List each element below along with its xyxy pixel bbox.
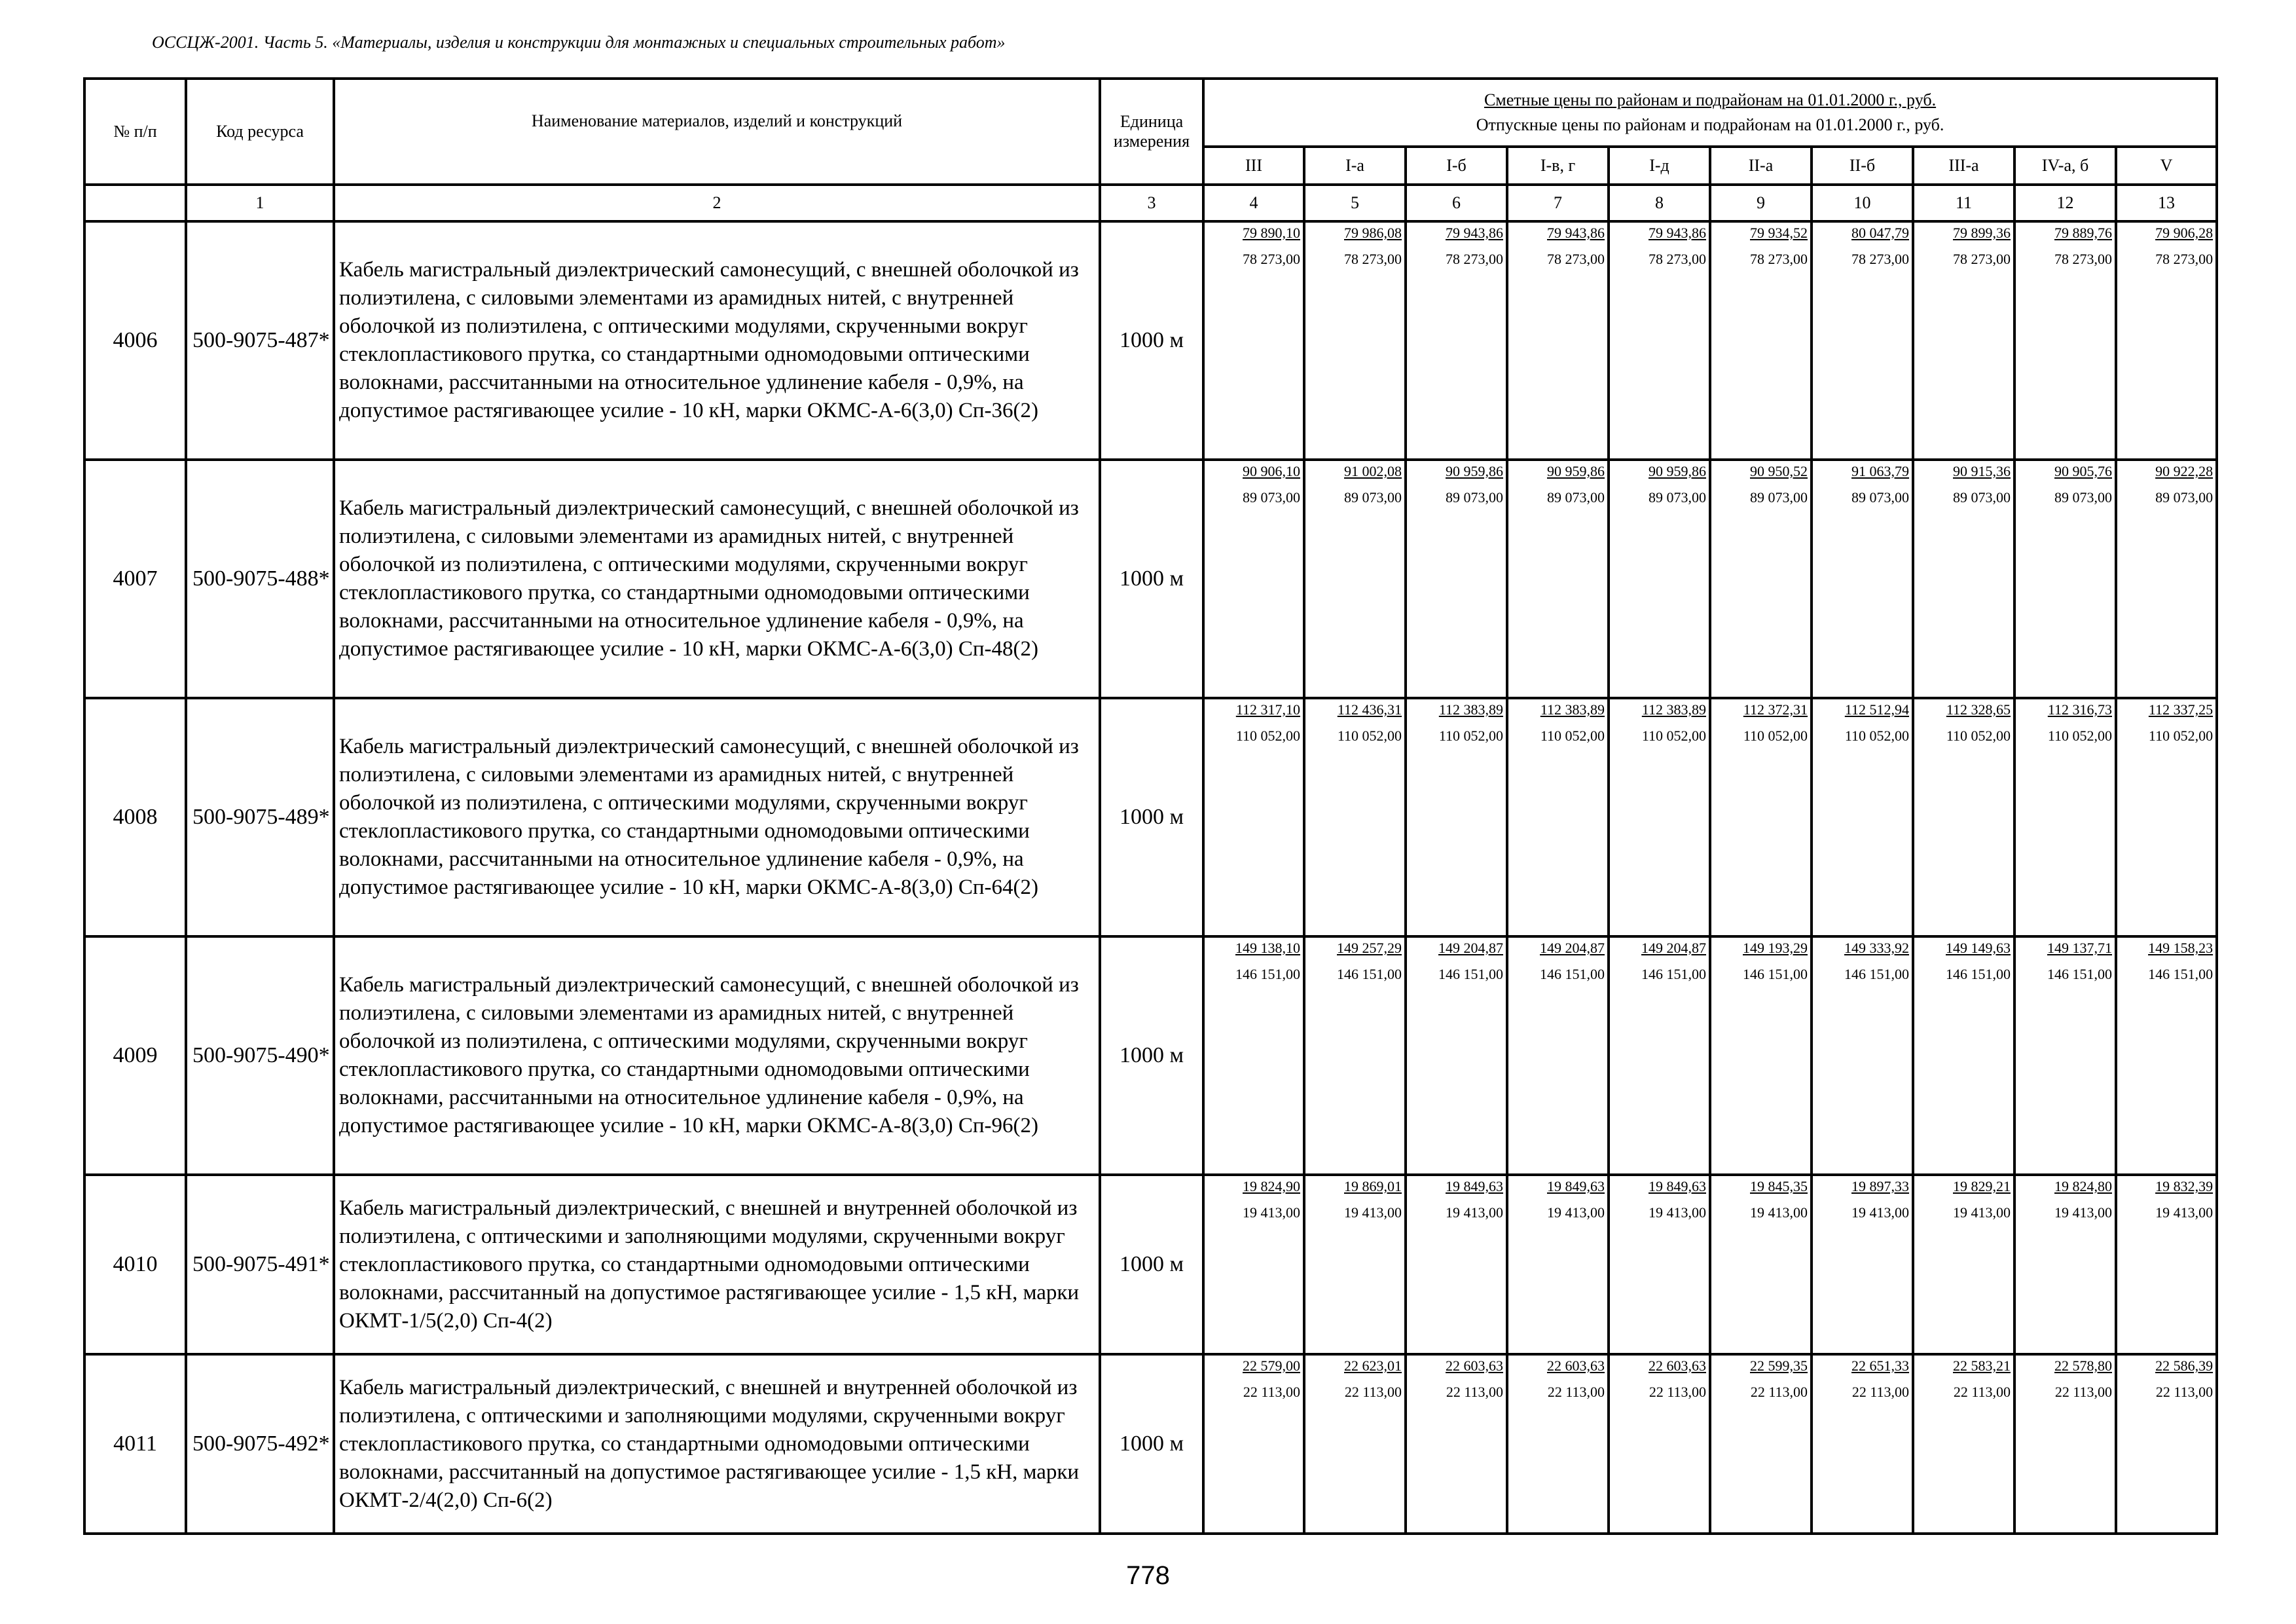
- price-cell: [1710, 1354, 1812, 1534]
- column-numbers-row: [84, 185, 2217, 221]
- price-cell: [2116, 936, 2217, 1175]
- estimate-price: 112 317,10: [1235, 701, 1300, 718]
- price-cell: [1812, 1175, 1913, 1354]
- estimate-price: 90 959,86: [1446, 463, 1503, 479]
- price-cell: [2116, 698, 2217, 936]
- resource-code: 500-9075-490*: [186, 936, 334, 1175]
- release-price: 22 113,00: [1750, 1384, 1808, 1400]
- material-name: Кабель магистральный диэлектрический самонесущий, с внешней оболочкой из полиэтилена, с силовыми элементами из арамидных нитей, с внутренней оболочкой из полиэтилена, с оптическими модулями, скрученными вокруг стеклопластикового прутка, со стандартными одномодовыми оптическими волокнами, рассчитанными на относительное удлинение кабеля - 0,9%, на допустимое растягивающее усилие - 10 кН, марки ОКМС-А-6(3,0) Сп-36(2): [334, 221, 1100, 460]
- material-name: Кабель магистральный диэлектрический, с внешней и внутренней оболочкой из полиэтилена, с оптическими и заполняющими модулями, скрученными вокруг стеклопластикового прутка, со стандартными одномодовыми оптическими волокнами, рассчитанный на допустимое растягивающее усилие - 1,5 кН, марки ОКМТ-2/4(2,0) Сп-6(2): [334, 1354, 1100, 1534]
- price-group-header: [1203, 79, 2217, 147]
- resource-code: 500-9075-487*: [186, 221, 334, 460]
- release-price: 146 151,00: [1438, 966, 1503, 982]
- price-cell: [1203, 460, 1304, 698]
- region-header: I-а: [1304, 147, 1406, 185]
- estimate-price: 79 986,08: [1344, 225, 1402, 241]
- estimate-price: 19 829,21: [1953, 1178, 2011, 1194]
- price-cell: [1507, 221, 1609, 460]
- price-cell: [1507, 460, 1609, 698]
- estimate-price: 112 383,89: [1641, 701, 1706, 718]
- estimate-price: 19 832,39: [2155, 1178, 2214, 1194]
- price-cell: [1406, 936, 1507, 1175]
- estimate-price: 22 651,33: [1851, 1357, 1909, 1374]
- release-price: 22 113,00: [1953, 1384, 2011, 1400]
- price-cell: [2116, 460, 2217, 698]
- price-cell: [1203, 1354, 1304, 1534]
- price-cell: [1710, 221, 1812, 460]
- release-price: 110 052,00: [1540, 728, 1605, 744]
- estimate-price: 79 943,86: [1649, 225, 1706, 241]
- price-cell: [1406, 221, 1507, 460]
- unit-of-measure: 1000 м: [1100, 460, 1203, 698]
- column-number: 7: [1507, 185, 1609, 221]
- estimate-price: 79 889,76: [2054, 225, 2112, 241]
- price-cell: [1812, 221, 1913, 460]
- release-price: 19 413,00: [1851, 1204, 1909, 1221]
- price-cell: [1507, 1354, 1609, 1534]
- estimate-price: 112 372,31: [1743, 701, 1808, 718]
- estimate-price: 112 383,89: [1438, 701, 1503, 718]
- resource-code: 500-9075-491*: [186, 1175, 334, 1354]
- release-price: 78 273,00: [1344, 251, 1402, 267]
- price-title-estimate: Сметные цены по районам и подрайонам на 01.01.2000 г., руб.: [1484, 90, 1937, 109]
- release-price: 110 052,00: [1337, 728, 1402, 744]
- price-cell: [2014, 221, 2116, 460]
- column-number: 3: [1100, 185, 1203, 221]
- estimate-price: 22 578,80: [2054, 1357, 2112, 1374]
- column-number: 8: [1609, 185, 1710, 221]
- estimate-price: 19 849,63: [1547, 1178, 1605, 1194]
- column-number: 12: [2014, 185, 2116, 221]
- estimate-price: 112 512,94: [1844, 701, 1909, 718]
- price-cell: [1406, 1175, 1507, 1354]
- price-cell: [1913, 936, 2014, 1175]
- price-cell: [1812, 698, 1913, 936]
- release-price: 146 151,00: [1337, 966, 1402, 982]
- price-cell: [2014, 1175, 2116, 1354]
- estimate-price: 149 138,10: [1235, 940, 1300, 956]
- unit-of-measure: 1000 м: [1100, 936, 1203, 1175]
- table-row: [84, 1354, 2217, 1534]
- price-cell: [1710, 1175, 1812, 1354]
- estimate-price: 19 824,80: [2054, 1178, 2112, 1194]
- row-number: 4008: [84, 698, 186, 936]
- document-header: ОССЦЖ-2001. Часть 5. «Материалы, изделия и конструкции для монтажных и специальных строительных работ»: [152, 33, 1006, 52]
- material-name: Кабель магистральный диэлектрический самонесущий, с внешней оболочкой из полиэтилена, с силовыми элементами из арамидных нитей, с внутренней оболочкой из полиэтилена, с оптическими модулями, скрученными вокруг стеклопластикового прутка, со стандартными одномодовыми оптическими волокнами, рассчитанными на относительное удлинение кабеля - 0,9%, на допустимое растягивающее усилие - 10 кН, марки ОКМС-А-8(3,0) Сп-96(2): [334, 936, 1100, 1175]
- release-price: 78 273,00: [1750, 251, 1808, 267]
- column-number: 10: [1812, 185, 1913, 221]
- release-price: 19 413,00: [2155, 1204, 2214, 1221]
- estimate-price: 22 603,63: [1446, 1357, 1503, 1374]
- estimate-price: 90 922,28: [2155, 463, 2214, 479]
- price-cell: [2116, 1354, 2217, 1534]
- release-price: 78 273,00: [1851, 251, 1909, 267]
- region-header: III-а: [1913, 147, 2014, 185]
- release-price: 78 273,00: [1547, 251, 1605, 267]
- estimate-price: 22 623,01: [1344, 1357, 1402, 1374]
- price-cell: [2116, 221, 2217, 460]
- price-cell: [2014, 460, 2116, 698]
- release-price: 146 151,00: [2047, 966, 2112, 982]
- region-header: II-б: [1812, 147, 1913, 185]
- col-header-num: № п/п: [84, 79, 186, 185]
- release-price: 22 113,00: [1649, 1384, 1706, 1400]
- row-number: 4010: [84, 1175, 186, 1354]
- release-price: 89 073,00: [1953, 489, 2011, 506]
- price-cell: [1710, 460, 1812, 698]
- estimate-price: 79 934,52: [1750, 225, 1808, 241]
- price-cell: [2014, 698, 2116, 936]
- price-cell: [1203, 1175, 1304, 1354]
- region-header: III: [1203, 147, 1304, 185]
- price-cell: [1406, 698, 1507, 936]
- price-cell: [1406, 1354, 1507, 1534]
- resource-code: 500-9075-492*: [186, 1354, 334, 1534]
- release-price: 89 073,00: [2155, 489, 2214, 506]
- release-price: 19 413,00: [1243, 1204, 1300, 1221]
- region-header: V: [2116, 147, 2217, 185]
- release-price: 78 273,00: [1649, 251, 1706, 267]
- release-price: 110 052,00: [2047, 728, 2112, 744]
- estimate-price: 91 063,79: [1851, 463, 1909, 479]
- release-price: 22 113,00: [2054, 1384, 2112, 1400]
- release-price: 22 113,00: [1243, 1384, 1300, 1400]
- estimate-price: 90 906,10: [1243, 463, 1300, 479]
- row-number: 4009: [84, 936, 186, 1175]
- estimate-price: 112 383,89: [1540, 701, 1605, 718]
- release-price: 146 151,00: [1540, 966, 1605, 982]
- price-cell: [1304, 1175, 1406, 1354]
- row-number: 4011: [84, 1354, 186, 1534]
- row-number: 4006: [84, 221, 186, 460]
- unit-of-measure: 1000 м: [1100, 1175, 1203, 1354]
- estimate-price: 112 328,65: [1946, 701, 2011, 718]
- estimate-price: 149 193,29: [1743, 940, 1808, 956]
- estimate-price: 149 257,29: [1337, 940, 1402, 956]
- estimate-price: 79 906,28: [2155, 225, 2214, 241]
- estimate-price: 149 204,87: [1641, 940, 1706, 956]
- release-price: 78 273,00: [1953, 251, 2011, 267]
- estimate-price: 19 869,01: [1344, 1178, 1402, 1194]
- estimate-price: 149 149,63: [1946, 940, 2011, 956]
- release-price: 19 413,00: [1649, 1204, 1706, 1221]
- price-cell: [1304, 460, 1406, 698]
- estimate-price: 149 158,23: [2148, 940, 2214, 956]
- price-cell: [1609, 221, 1710, 460]
- price-cell: [1304, 698, 1406, 936]
- price-cell: [1203, 221, 1304, 460]
- col-header-code: Код ресурса: [186, 79, 334, 185]
- estimate-price: 79 943,86: [1446, 225, 1503, 241]
- unit-of-measure: 1000 м: [1100, 1354, 1203, 1534]
- estimate-price: 22 583,21: [1953, 1357, 2011, 1374]
- estimate-price: 19 849,63: [1649, 1178, 1706, 1194]
- column-number: 6: [1406, 185, 1507, 221]
- price-cell: [1609, 1354, 1710, 1534]
- price-cell: [1812, 936, 1913, 1175]
- release-price: 19 413,00: [1344, 1204, 1402, 1221]
- release-price: 19 413,00: [1547, 1204, 1605, 1221]
- table-body: [84, 221, 2217, 1534]
- price-cell: [1812, 460, 1913, 698]
- release-price: 89 073,00: [1243, 489, 1300, 506]
- estimate-price: 149 137,71: [2047, 940, 2112, 956]
- estimate-price: 79 943,86: [1547, 225, 1605, 241]
- release-price: 110 052,00: [1844, 728, 1909, 744]
- release-price: 146 151,00: [1641, 966, 1706, 982]
- table-row: [84, 460, 2217, 698]
- unit-of-measure: 1000 м: [1100, 221, 1203, 460]
- estimate-price: 91 002,08: [1344, 463, 1402, 479]
- release-price: 110 052,00: [1438, 728, 1503, 744]
- region-header: I-в, г: [1507, 147, 1609, 185]
- release-price: 22 113,00: [2155, 1384, 2214, 1400]
- col-header-unit: Единица измерения: [1100, 79, 1203, 185]
- column-number: 1: [186, 185, 334, 221]
- price-cell: [1710, 698, 1812, 936]
- estimate-price: 149 204,87: [1540, 940, 1605, 956]
- price-cell: [1507, 1175, 1609, 1354]
- estimate-price: 19 897,33: [1851, 1178, 1909, 1194]
- release-price: 146 151,00: [1844, 966, 1909, 982]
- material-name: Кабель магистральный диэлектрический самонесущий, с внешней оболочкой из полиэтилена, с силовыми элементами из арамидных нитей, с внутренней оболочкой из полиэтилена, с оптическими модулями, скрученными вокруг стеклопластикового прутка, со стандартными одномодовыми оптическими волокнами, рассчитанными на относительное удлинение кабеля - 0,9%, на допустимое растягивающее усилие - 10 кН, марки ОКМС-А-8(3,0) Сп-64(2): [334, 698, 1100, 936]
- estimate-price: 22 579,00: [1243, 1357, 1300, 1374]
- price-cell: [1507, 698, 1609, 936]
- price-cell: [1913, 698, 2014, 936]
- price-cell: [1913, 460, 2014, 698]
- release-price: 110 052,00: [1743, 728, 1808, 744]
- price-cell: [1304, 936, 1406, 1175]
- price-cell: [1710, 936, 1812, 1175]
- estimate-price: 19 849,63: [1446, 1178, 1503, 1194]
- region-header: IV-а, б: [2014, 147, 2116, 185]
- estimate-price: 80 047,79: [1851, 225, 1909, 241]
- estimate-price: 22 603,63: [1547, 1357, 1605, 1374]
- price-cell: [1913, 221, 2014, 460]
- estimate-price: 112 436,31: [1337, 701, 1402, 718]
- price-cell: [1609, 698, 1710, 936]
- price-cell: [2014, 936, 2116, 1175]
- release-price: 22 113,00: [1547, 1384, 1605, 1400]
- release-price: 110 052,00: [1641, 728, 1706, 744]
- column-number: 4: [1203, 185, 1304, 221]
- estimate-price: 90 959,86: [1649, 463, 1706, 479]
- release-price: 22 113,00: [1851, 1384, 1909, 1400]
- release-price: 89 073,00: [1344, 489, 1402, 506]
- price-cell: [1609, 1175, 1710, 1354]
- price-cell: [1304, 221, 1406, 460]
- release-price: 146 151,00: [2148, 966, 2214, 982]
- price-cell: [1609, 460, 1710, 698]
- price-cell: [1203, 698, 1304, 936]
- price-cell: [1203, 936, 1304, 1175]
- release-price: 146 151,00: [1235, 966, 1300, 982]
- release-price: 19 413,00: [2054, 1204, 2112, 1221]
- release-price: 146 151,00: [1946, 966, 2011, 982]
- release-price: 110 052,00: [2148, 728, 2214, 744]
- price-cell: [1913, 1354, 2014, 1534]
- release-price: 89 073,00: [1851, 489, 1909, 506]
- resource-code: 500-9075-489*: [186, 698, 334, 936]
- estimate-price: 79 899,36: [1953, 225, 2011, 241]
- estimate-price: 22 603,63: [1649, 1357, 1706, 1374]
- column-number: 13: [2116, 185, 2217, 221]
- estimate-price: 90 959,86: [1547, 463, 1605, 479]
- region-header: I-д: [1609, 147, 1710, 185]
- table-row: [84, 698, 2217, 936]
- column-number: [84, 185, 186, 221]
- release-price: 89 073,00: [1446, 489, 1503, 506]
- column-number: 2: [334, 185, 1100, 221]
- region-header: II-а: [1710, 147, 1812, 185]
- estimate-price: 19 824,90: [1243, 1178, 1300, 1194]
- release-price: 89 073,00: [1649, 489, 1706, 506]
- estimate-price: 112 316,73: [2047, 701, 2112, 718]
- estimate-price: 90 950,52: [1750, 463, 1808, 479]
- price-cell: [2014, 1354, 2116, 1534]
- release-price: 89 073,00: [1547, 489, 1605, 506]
- table-row: [84, 936, 2217, 1175]
- resource-code: 500-9075-488*: [186, 460, 334, 698]
- release-price: 78 273,00: [1446, 251, 1503, 267]
- col-header-name: Наименование материалов, изделий и конструкций: [334, 79, 1100, 185]
- material-name: Кабель магистральный диэлектрический самонесущий, с внешней оболочкой из полиэтилена, с силовыми элементами из арамидных нитей, с внутренней оболочкой из полиэтилена, с оптическими модулями, скрученными вокруг стеклопластикового прутка, со стандартными одномодовыми оптическими волокнами, рассчитанными на относительное удлинение кабеля - 0,9%, на допустимое растягивающее усилие - 10 кН, марки ОКМС-А-6(3,0) Сп-48(2): [334, 460, 1100, 698]
- column-number: 5: [1304, 185, 1406, 221]
- release-price: 146 151,00: [1743, 966, 1808, 982]
- unit-of-measure: 1000 м: [1100, 698, 1203, 936]
- release-price: 110 052,00: [1235, 728, 1300, 744]
- release-price: 78 273,00: [2054, 251, 2112, 267]
- price-title-release: Отпускные цены по районам и подрайонам на 01.01.2000 г., руб.: [1476, 115, 1944, 134]
- row-number: 4007: [84, 460, 186, 698]
- material-name: Кабель магистральный диэлектрический, с внешней и внутренней оболочкой из полиэтилена, с оптическими и заполняющими модулями, скрученными вокруг стеклопластикового прутка, со стандартными одномодовыми оптическими волокнами, рассчитанный на допустимое растягивающее усилие - 1,5 кН, марки ОКМТ-1/5(2,0) Сп-4(2): [334, 1175, 1100, 1354]
- price-cell: [1913, 1175, 2014, 1354]
- price-cell: [1507, 936, 1609, 1175]
- estimate-price: 149 204,87: [1438, 940, 1503, 956]
- estimate-price: 22 586,39: [2155, 1357, 2214, 1374]
- price-cell: [1609, 936, 1710, 1175]
- release-price: 89 073,00: [2054, 489, 2112, 506]
- column-number: 9: [1710, 185, 1812, 221]
- release-price: 22 113,00: [1344, 1384, 1402, 1400]
- release-price: 78 273,00: [1243, 251, 1300, 267]
- page-number: 778: [1126, 1561, 1170, 1590]
- estimate-price: 79 890,10: [1243, 225, 1300, 241]
- region-header: I-б: [1406, 147, 1507, 185]
- release-price: 19 413,00: [1750, 1204, 1808, 1221]
- price-cell: [1812, 1354, 1913, 1534]
- estimate-price: 112 337,25: [2148, 701, 2214, 718]
- release-price: 89 073,00: [1750, 489, 1808, 506]
- release-price: 110 052,00: [1946, 728, 2011, 744]
- release-price: 19 413,00: [1953, 1204, 2011, 1221]
- release-price: 22 113,00: [1446, 1384, 1503, 1400]
- estimate-price: 90 915,36: [1953, 463, 2011, 479]
- release-price: 78 273,00: [2155, 251, 2214, 267]
- price-cell: [1304, 1354, 1406, 1534]
- estimate-price: 19 845,35: [1750, 1178, 1808, 1194]
- table-row: [84, 221, 2217, 460]
- estimate-price: 149 333,92: [1844, 940, 1909, 956]
- estimate-price: 90 905,76: [2054, 463, 2112, 479]
- release-price: 19 413,00: [1446, 1204, 1503, 1221]
- estimate-price: 22 599,35: [1750, 1357, 1808, 1374]
- price-table: [83, 77, 2218, 1535]
- table-row: [84, 1175, 2217, 1354]
- price-cell: [2116, 1175, 2217, 1354]
- column-number: 11: [1913, 185, 2014, 221]
- price-cell: [1406, 460, 1507, 698]
